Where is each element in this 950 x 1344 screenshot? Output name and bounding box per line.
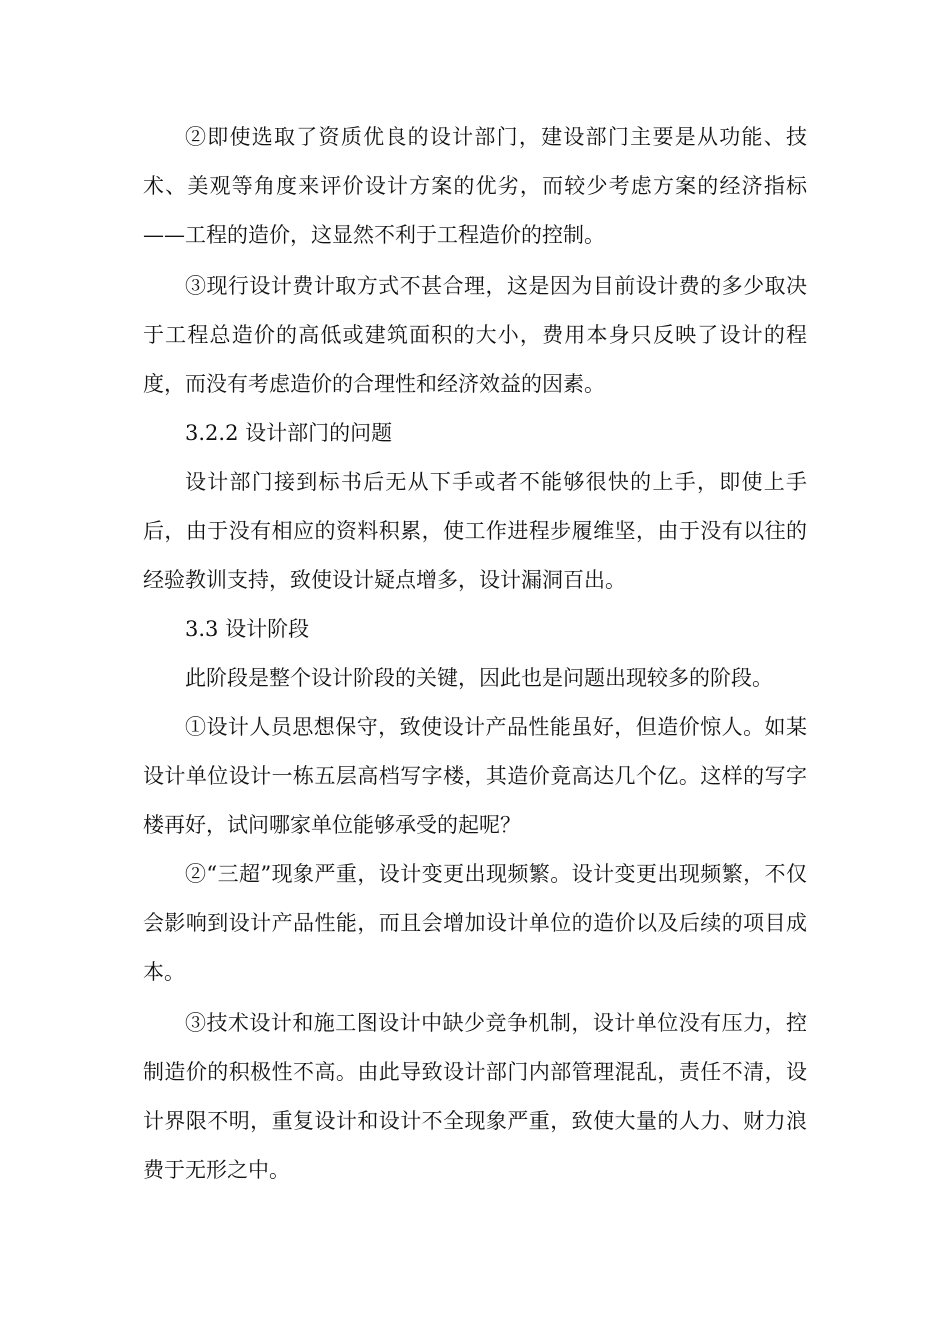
- section-heading-3-2-2: 3.2.2 设计部门的问题: [185, 421, 393, 445]
- paragraph-design-evaluation: ②即使选取了资质优良的设计部门，建设部门主要是从功能、技术、美观等角度来评价设计方案的优劣，而较少考虑方案的经济指标——工程的造价，这显然不利于工程造价的控制。: [143, 125, 807, 247]
- paragraph-conservative-design: ①设计人员思想保守，致使设计产品性能虽好，但造价惊人。如某设计单位设计一栋五层高档写字楼，其造价竟高达几个亿。这样的写字楼再好，试问哪家单位能够承受的起呢？: [143, 715, 807, 837]
- section-heading-3-3: 3.3 设计阶段: [185, 617, 310, 641]
- paragraph-competition-mechanism: ③技术设计和施工图设计中缺少竞争机制，设计单位没有压力，控制造价的积极性不高。由此导致设计部门内部管理混乱，责任不清，设计界限不明，重复设计和设计不全现象严重，致使大量的人力、财力浪费于无形之中。: [143, 1011, 807, 1182]
- paragraph-design-department: 设计部门接到标书后无从下手或者不能够很快的上手，即使上手后，由于没有相应的资料积累，使工作进程步履维坚，由于没有以往的经验教训支持，致使设计疑点增多，设计漏洞百出。: [143, 470, 807, 592]
- paragraph-three-overruns: ②“三超”现象严重，设计变更出现频繁。设计变更出现频繁，不仅会影响到设计产品性能，而且会增加设计单位的造价以及后续的项目成本。: [143, 862, 807, 984]
- paragraph-stage-intro: 此阶段是整个设计阶段的关键，因此也是问题出现较多的阶段。: [185, 666, 773, 690]
- document-body: [143, 113, 807, 1195]
- paragraph-design-fee: ③现行设计费计取方式不甚合理，这是因为目前设计费的多少取决于工程总造价的高低或建筑面积的大小，费用本身只反映了设计的程度，而没有考虑造价的合理性和经济效益的因素。: [143, 274, 807, 396]
